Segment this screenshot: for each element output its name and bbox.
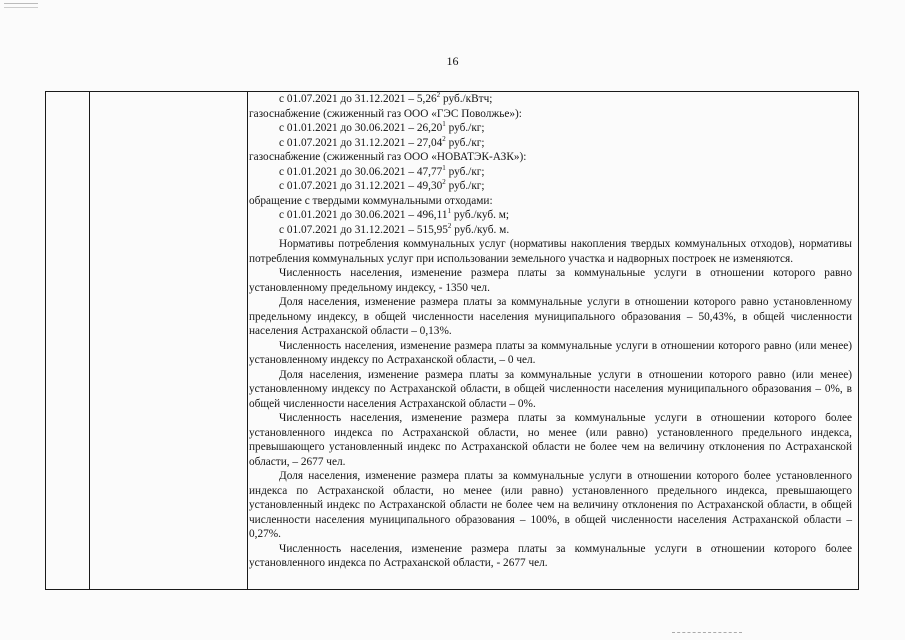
paragraph-pop-equal-limit: Численность населения, изменение размера платы за коммунальные услуги в отношении которого равно установленному предельному индексу, - 1350 чел. <box>249 267 852 294</box>
table-column-divider-2 <box>247 92 248 589</box>
scan-artifact-bottom <box>672 632 742 633</box>
page-number: 16 <box>446 54 459 68</box>
paragraph-share-equal-limit: Доля населения, изменение размера платы за коммунальные услуги в отношении которого равно установленному предельному индексу, в общей численности населения муниципального образования – 50,43%, в общей численности населения Астраханской области – 0,13%. <box>249 296 852 337</box>
scan-artifact-top <box>4 3 38 8</box>
tariff-line-gas-novatek-h1: с 01.01.2021 до 30.06.2021 – 47,77$^1$ руб./кг; <box>279 163 485 178</box>
paragraph-share-le-regional: Доля населения, изменение размера платы за коммунальные услуги в отношении которого равно (или менее) установленному индексу по Астраханской области, в общей численности населения муниципального образования – 0%, в общей численности населения Астраханской области – 0%. <box>249 368 852 410</box>
paragraph-pop-above-regional-total: Численность населения, изменение размера платы за коммунальные услуги в отношении которого более установленного индекса по Астраханской области, - 2677 чел. <box>249 542 852 569</box>
gas-novatek-heading: газоснабжение (сжиженный газ ООО «НОВАТЭК-АЗК»): <box>249 151 527 163</box>
paragraph-pop-above-regional: Численность населения, изменение размера платы за коммунальные услуги в отношении которого более установленного индекса по Астраханской области, но менее (или равно) установленного предельного индекса, превышающего установленный индекс по Астраханской области не более чем на величину отклонения по Астраханской области, – 2677 чел. <box>249 412 852 468</box>
tariff-line-electricity-h2: с 01.07.2021 до 31.12.2021 – 5,26$^2$ руб./кВтч; <box>279 91 493 105</box>
tariff-line-waste-h1: с 01.01.2021 до 30.06.2021 – 496,11$^1$ руб./куб. м; <box>279 207 510 221</box>
tariff-line-gas-novatek-h2: с 01.07.2021 до 31.12.2021 – 49,30$^2$ руб./кг; <box>279 178 485 192</box>
paragraph-norms: Нормативы потребления коммунальных услуг (нормативы накопления твердых коммунальных отходов), нормативы потребления коммунальных услуг при использовании земельного участка и надворных построек не изменяются. <box>249 238 852 265</box>
paragraph-share-above-regional: Доля населения, изменение размера платы за коммунальные услуги в отношении которого более установленного индекса по Астраханской области, но менее (или равно) установленного предельного индекса, превышающего установленный индекс по Астраханской области не более чем на величину отклонения по Астраханской области, в общей численности населения муниципального образования – 100%, в общей численности населения Астраханской области – 0,27%. <box>249 470 852 540</box>
table-column-divider-1 <box>89 92 90 589</box>
tariff-line-gas-ges-h2: с 01.07.2021 до 31.12.2021 – 27,04$^2$ руб./кг; <box>279 134 485 149</box>
tariff-line-gas-ges-h1: с 01.01.2021 до 30.06.2021 – 26,20$^1$ руб./кг; <box>279 120 485 134</box>
waste-heading: обращение с твердыми коммунальными отходами: <box>249 194 493 207</box>
gas-ges-heading: газоснабжение (сжиженный газ ООО «ГЭС Поволжье»): <box>249 107 522 120</box>
tariff-line-waste-h2: с 01.07.2021 до 31.12.2021 – 515,95$^2$ руб./куб. м. <box>279 221 510 236</box>
table-text-cell <box>249 92 852 571</box>
document-table <box>45 91 859 590</box>
paragraph-pop-le-regional: Численность населения, изменение размера платы за коммунальные услуги в отношении которого равно (или менее) установленному индексу по Астраханской области, – 0 чел. <box>249 339 852 366</box>
